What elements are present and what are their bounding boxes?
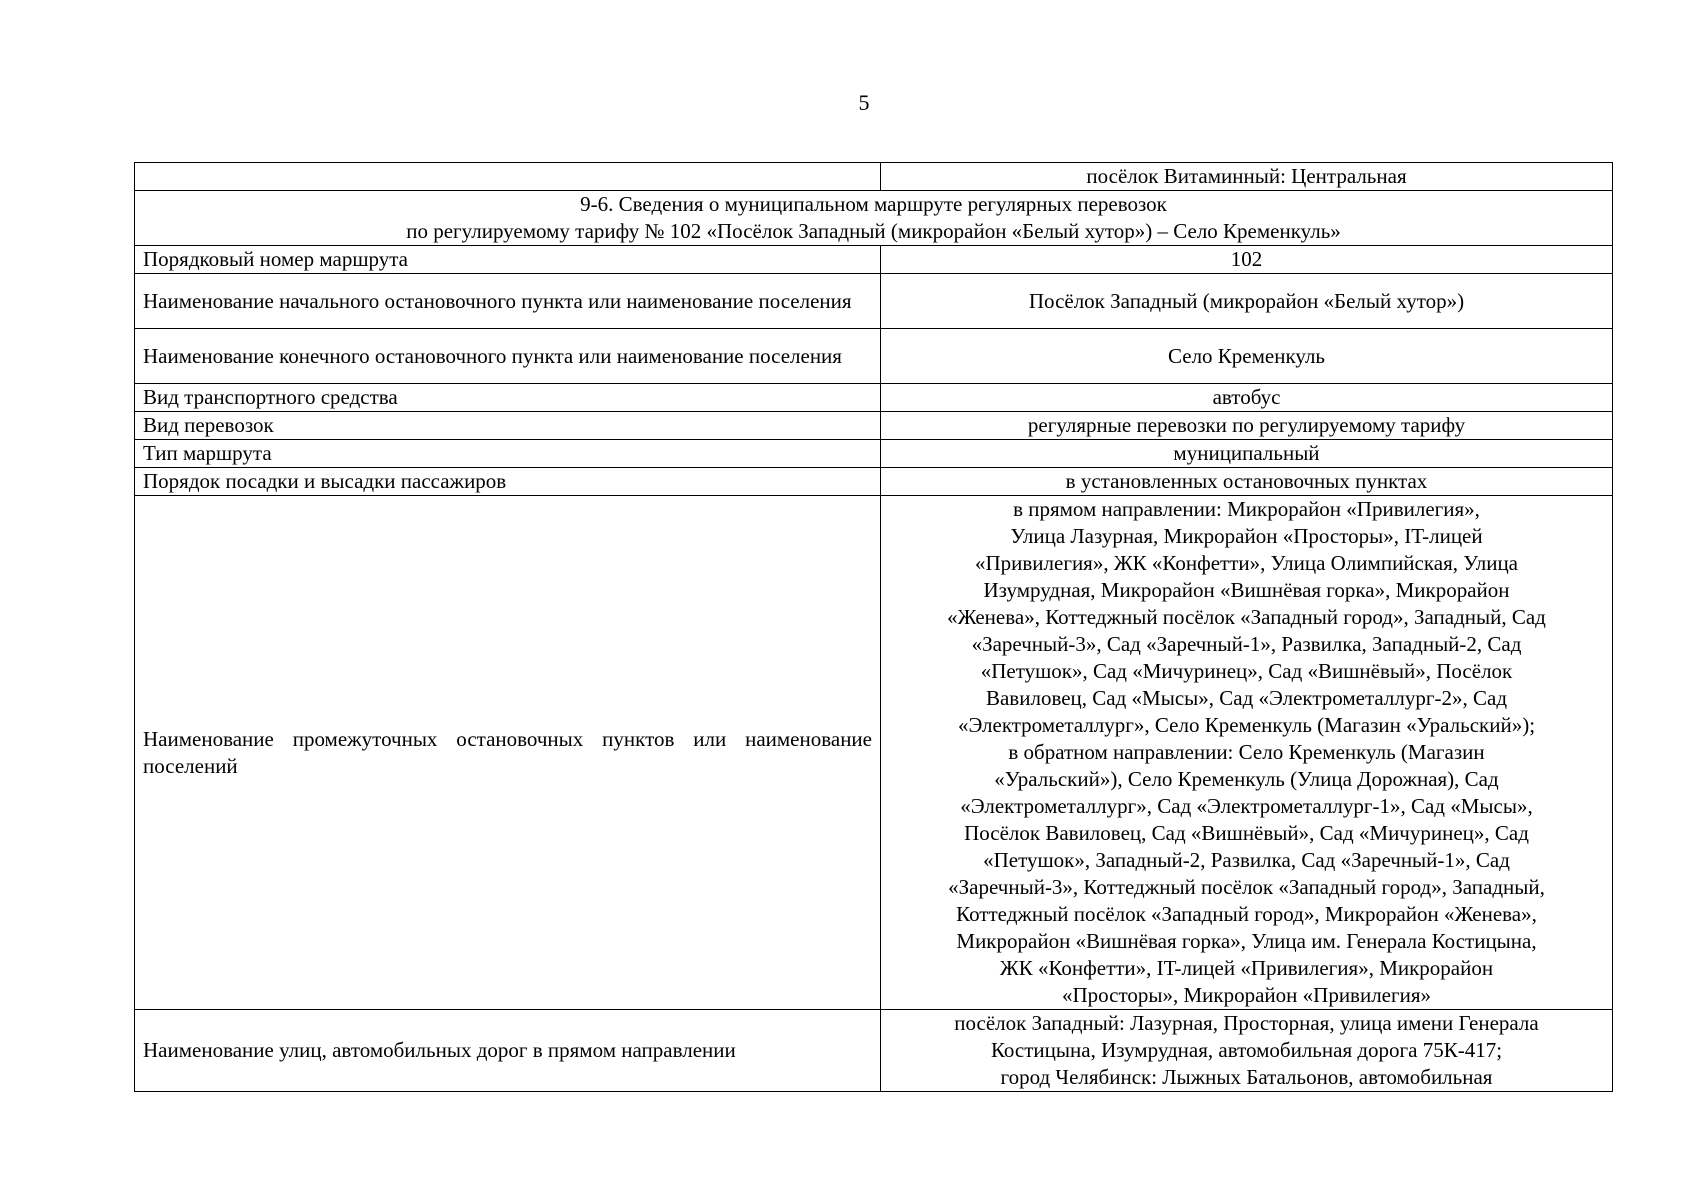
table-row	[135, 440, 1613, 468]
intermediate-stops-line-14: «Петушок», Западный-2, Развилка, Сад «Заречный-1», Сад	[983, 848, 1510, 872]
row-value-start-stop: Посёлок Западный (микрорайон «Белый хутор»)	[881, 274, 1613, 329]
streets-forward-line-3: город Челябинск: Лыжных Батальонов, автомобильная	[1000, 1065, 1493, 1089]
table-row-intermediate-stops	[135, 496, 1613, 1010]
streets-forward-line-1: посёлок Западный: Лазурная, Просторная, улица имени Генерала	[954, 1011, 1539, 1035]
row-value-transport-kind: регулярные перевозки по регулируемому тарифу	[881, 412, 1613, 440]
table-row	[135, 384, 1613, 412]
intermediate-stops-line-3: «Привилегия», ЖК «Конфетти», Улица Олимпийская, Улица	[974, 551, 1519, 575]
row-label-route-number: Порядковый номер маршрута	[135, 246, 881, 274]
row-label-vehicle-type: Вид транспортного средства	[135, 384, 881, 412]
row-value-end-stop: Село Кременкуль	[881, 329, 1613, 384]
table-row	[135, 329, 1613, 384]
page-number: 5	[858, 90, 870, 115]
intermediate-stops-line-19: «Просторы», Микрорайон «Привилегия»	[1061, 983, 1432, 1007]
row-label-intermediate-stops: Наименование промежуточных остановочных пунктов или наименование поселений	[135, 496, 881, 1010]
table-row	[135, 274, 1613, 329]
row-label-start-stop: Наименование начального остановочного пункта или наименование поселения	[135, 274, 881, 329]
intermediate-stops-line-2: Улица Лазурная, Микрорайон «Просторы», IT-лицей	[1010, 524, 1483, 548]
row-label-boarding-order: Порядок посадки и высадки пассажиров	[135, 468, 881, 496]
intermediate-stops-line-4: Изумрудная, Микрорайон «Вишнёвая горка», Микрорайон	[983, 578, 1510, 602]
section-title-line-2: по регулируемому тарифу № 102 «Посёлок Западный (микрорайон «Белый хутор») – Село Кременкуль»	[406, 219, 1341, 243]
row-value-streets-forward	[881, 1010, 1613, 1092]
intermediate-stops-line-8: Вавиловец, Сад «Мысы», Сад «Электрометаллург-2», Сад	[985, 686, 1508, 710]
intermediate-stops-line-6: «Заречный-3», Сад «Заречный-1», Развилка, Западный-2, Сад	[971, 632, 1522, 656]
intermediate-stops-line-15: «Заречный-3», Коттеджный посёлок «Западный город», Западный,	[948, 875, 1545, 899]
row-value-route-number: 102	[881, 246, 1613, 274]
table-row	[135, 412, 1613, 440]
intermediate-stops-line-13: Посёлок Вавиловец, Сад «Вишнёвый», Сад «Мичуринец», Сад	[964, 821, 1529, 845]
row-value-vehicle-type: автобус	[881, 384, 1613, 412]
streets-forward-line-2: Костицына, Изумрудная, автомобильная дорога 75К-417;	[990, 1038, 1503, 1062]
table-row	[135, 246, 1613, 274]
row-label-end-stop: Наименование конечного остановочного пункта или наименование поселения	[135, 329, 881, 384]
row-value-intermediate-stops	[881, 496, 1613, 1010]
intermediate-stops-line-10: в обратном направлении: Село Кременкуль (Магазин	[1008, 740, 1485, 764]
intermediate-stops-line-7: «Петушок», Сад «Мичуринец», Сад «Вишнёвый», Посёлок	[980, 659, 1513, 683]
row-label-transport-kind: Вид перевозок	[135, 412, 881, 440]
intermediate-stops-line-1: в прямом направлении: Микрорайон «Привилегия»,	[1013, 497, 1480, 521]
intermediate-stops-line-16: Коттеджный посёлок «Западный город», Микрорайон «Женева»,	[956, 902, 1537, 926]
route-info-table	[134, 162, 1613, 1092]
table-row-streets-forward	[135, 1010, 1613, 1092]
intermediate-stops-line-11: «Уральский»), Село Кременкуль (Улица Дорожная), Сад	[994, 767, 1499, 791]
cell-continuation-streets: посёлок Витаминный: Центральная	[881, 163, 1613, 191]
intermediate-stops-line-12: «Электрометаллург», Сад «Электрометаллург-1», Сад «Мысы»,	[960, 794, 1533, 818]
row-value-route-type: муниципальный	[881, 440, 1613, 468]
section-title-line-1: 9-6. Сведения о муниципальном маршруте регулярных перевозок	[580, 192, 1167, 216]
intermediate-stops-line-5: «Женева», Коттеджный посёлок «Западный город», Западный, Сад	[947, 605, 1546, 629]
row-label-route-type: Тип маршрута	[135, 440, 881, 468]
cell-empty	[135, 163, 881, 191]
section-title	[135, 191, 1613, 246]
row-label-streets-forward: Наименование улиц, автомобильных дорог в прямом направлении	[135, 1010, 881, 1092]
table-row	[135, 468, 1613, 496]
row-value-boarding-order: в установленных остановочных пунктах	[881, 468, 1613, 496]
intermediate-stops-line-17: Микрорайон «Вишнёвая горка», Улица им. Генерала Костицына,	[956, 929, 1537, 953]
intermediate-stops-line-18: ЖК «Конфетти», IT-лицей «Привилегия», Микрорайон	[999, 956, 1494, 980]
intermediate-stops-line-9: «Электрометаллург», Село Кременкуль (Магазин «Уральский»);	[957, 713, 1536, 737]
table-row-continuation	[135, 163, 1613, 191]
table-row-section-title	[135, 191, 1613, 246]
